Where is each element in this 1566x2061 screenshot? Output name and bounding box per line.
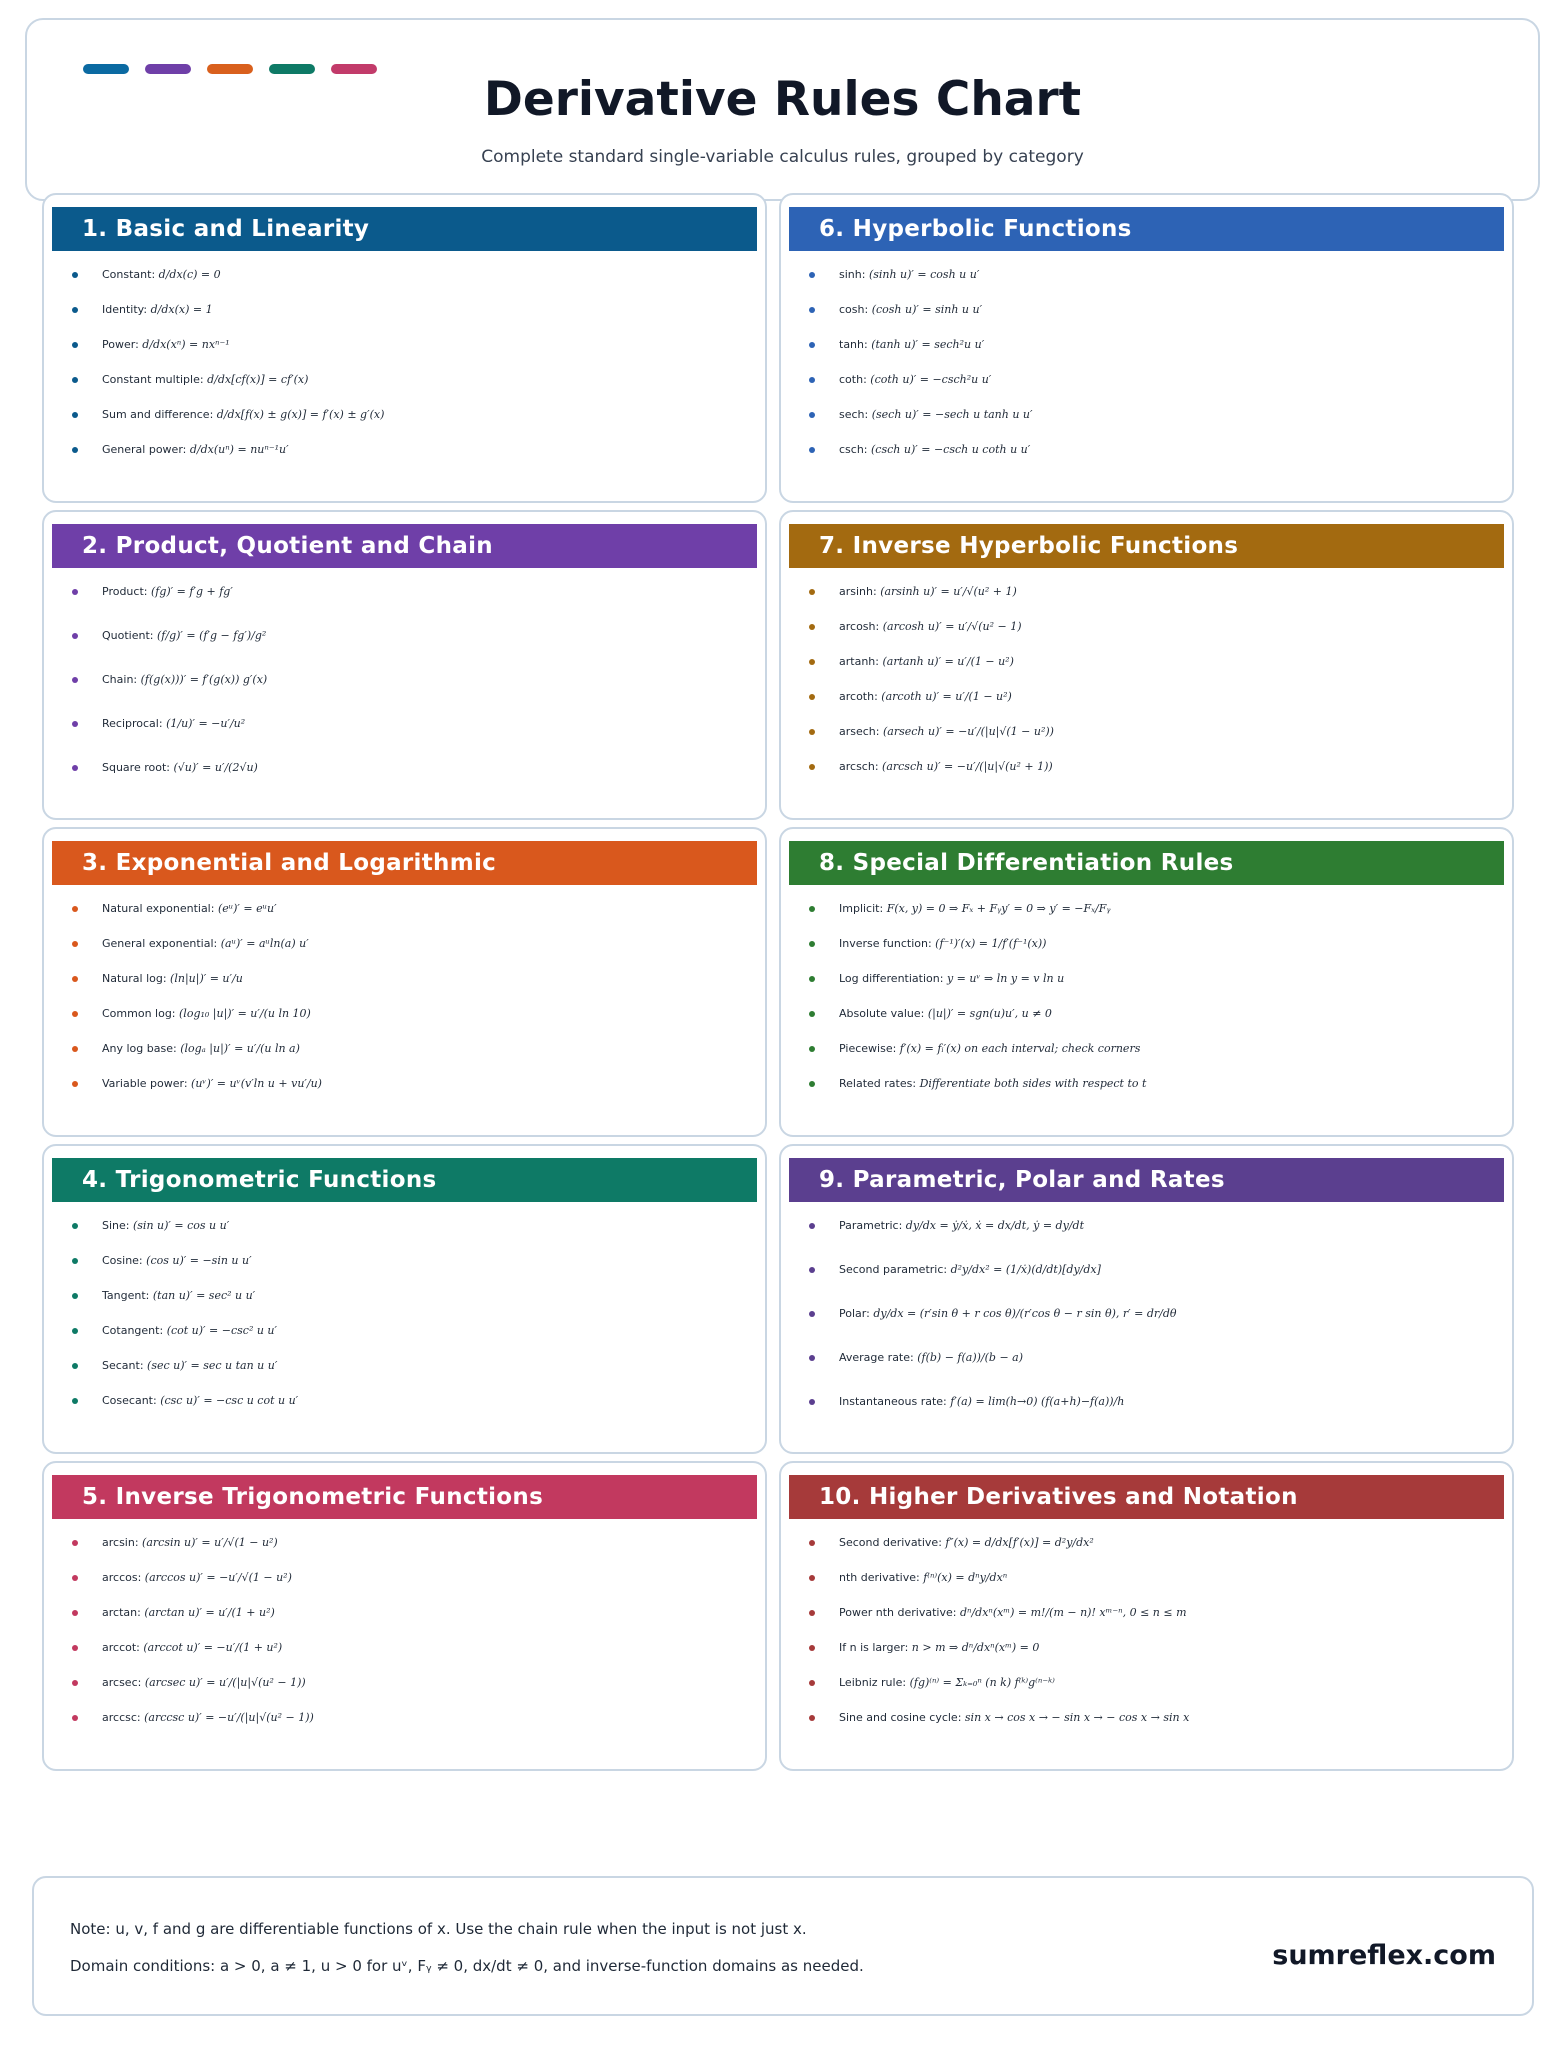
section-title: 4. Trigonometric Functions [52, 1158, 757, 1202]
rule-item [72, 335, 751, 355]
rule-label: If n is larger: [839, 1641, 909, 1654]
bullet-icon [809, 1081, 815, 1087]
bullet-icon [72, 1363, 78, 1369]
rule-formula: n > m ⇒ dⁿ/dxⁿ(xᵐ) = 0 [911, 1641, 1040, 1654]
rule-label: General exponential: [102, 937, 218, 950]
rule-label: Average rate: [839, 1351, 914, 1364]
rule-formula: (arccot u)′ = −u′/(1 + u²) [143, 1641, 283, 1654]
bullet-icon [809, 941, 815, 947]
rule-item [72, 405, 751, 425]
rule-item [809, 440, 1498, 460]
rule-item [72, 1074, 751, 1094]
bullet-icon [72, 633, 78, 639]
rule-label: Chain: [102, 673, 138, 686]
rule-label: Secant: [102, 1359, 144, 1372]
rule-label: Parametric: [839, 1219, 903, 1232]
section-card [779, 1461, 1514, 1771]
bullet-icon [72, 447, 78, 453]
rule-formula: (uᵛ)′ = uᵛ(v′ln u + vu′/u) [191, 1077, 322, 1090]
bullet-icon [809, 1575, 815, 1581]
rule-formula: d/dx(xⁿ) = nxⁿ⁻¹ [142, 338, 230, 351]
rule-item [809, 370, 1498, 390]
rule-formula: (tanh u)′ = sech²u u′ [871, 338, 985, 351]
rule-label: arccos: [102, 1571, 142, 1584]
rule-item [72, 1568, 751, 1588]
rule-formula: (aᵘ)′ = aᵘln(a) u′ [220, 937, 309, 950]
bullet-icon [809, 1715, 815, 1721]
rule-item [72, 1251, 751, 1271]
rule-formula: (cosh u)′ = sinh u u′ [871, 303, 983, 316]
rule-label: arccot: [102, 1641, 140, 1654]
section-title: 1. Basic and Linearity [52, 207, 757, 251]
rule-formula: (cot u)′ = −csc² u u′ [166, 1324, 278, 1337]
rule-item [72, 899, 751, 919]
rule-label: cosh: [839, 303, 869, 316]
rule-item [72, 440, 751, 460]
rule-item [72, 1286, 751, 1306]
rule-formula: (1/u)′ = −u′/u² [166, 717, 246, 730]
bullet-icon [809, 976, 815, 982]
page-subtitle: Complete standard single-variable calculus rules, grouped by category [481, 147, 1084, 167]
rule-formula: (arccsc u)′ = −u′/(|u|√(u² − 1)) [144, 1711, 314, 1724]
bullet-icon [72, 1328, 78, 1334]
rule-item [809, 1039, 1498, 1059]
rule-label: General power: [102, 443, 187, 456]
rule-item [809, 722, 1498, 742]
rule-label: arcsch: [839, 760, 879, 773]
footer-note: Note: u, v, f and g are differentiable functions of x. Use the chain rule when the input is not just x. [70, 1920, 807, 1938]
rule-item [809, 1638, 1498, 1658]
rule-formula: (arsech u)′ = −u′/(|u|√(1 − u²)) [883, 725, 1054, 738]
rule-item [72, 370, 751, 390]
section-card [779, 510, 1514, 820]
section-title: 7. Inverse Hyperbolic Functions [789, 524, 1504, 568]
bullet-icon [72, 272, 78, 278]
section-title: 3. Exponential and Logarithmic [52, 841, 757, 885]
rule-label: sech: [839, 408, 869, 421]
section-card [42, 827, 767, 1137]
rule-item [72, 670, 751, 690]
rule-formula: Differentiate both sides with respect to t [919, 1077, 1147, 1090]
rule-list [72, 1216, 751, 1426]
rule-formula: dⁿ/dxⁿ(xᵐ) = m!/(m − n)! xᵐ⁻ⁿ, 0 ≤ n ≤ m [959, 1606, 1187, 1619]
rule-formula: (cos u)′ = −sin u u′ [146, 1254, 252, 1267]
bullet-icon [72, 1223, 78, 1229]
rule-item [809, 652, 1498, 672]
rule-formula: (sec u)′ = sec u tan u u′ [147, 1359, 278, 1372]
footer-panel [32, 1876, 1534, 2016]
bullet-icon [809, 589, 815, 595]
rule-label: Piecewise: [839, 1042, 897, 1055]
rule-formula: (f/g)′ = (f′g − fg′)/g² [157, 629, 267, 642]
bullet-icon [809, 624, 815, 630]
rule-label: Cosine: [102, 1254, 143, 1267]
rule-formula: (arcsch u)′ = −u′/(|u|√(u² + 1)) [882, 760, 1053, 773]
bullet-icon [72, 677, 78, 683]
header-panel [25, 18, 1540, 201]
rule-list [809, 265, 1498, 475]
rule-label: arctan: [102, 1606, 141, 1619]
section-title: 5. Inverse Trigonometric Functions [52, 1475, 757, 1519]
section-card [42, 193, 767, 503]
bullet-icon [72, 1540, 78, 1546]
bullet-icon [72, 1575, 78, 1581]
bullet-icon [809, 659, 815, 665]
rule-formula: y = uᵛ ⇒ ln y = v ln u [946, 972, 1065, 985]
bullet-icon [809, 272, 815, 278]
bullet-icon [809, 1011, 815, 1017]
rule-formula: (f(g(x)))′ = f′(g(x)) g′(x) [140, 673, 268, 686]
rule-item [809, 1074, 1498, 1094]
rule-label: Related rates: [839, 1077, 917, 1090]
bullet-icon [72, 1293, 78, 1299]
rule-formula: (artanh u)′ = u′/(1 − u²) [882, 655, 1014, 668]
bullet-icon [809, 1610, 815, 1616]
bullet-icon [72, 1258, 78, 1264]
bullet-icon [809, 1223, 815, 1229]
rule-formula: (arccos u)′ = −u′/√(1 − u²) [144, 1571, 292, 1584]
rule-formula: dy/dx = ẏ/ẋ, ẋ = dx/dt, ẏ = dy/dt [905, 1219, 1084, 1232]
rule-label: Leibniz rule: [839, 1676, 907, 1689]
bullet-icon [809, 1399, 815, 1405]
section-title: 6. Hyperbolic Functions [789, 207, 1504, 251]
rule-item [809, 300, 1498, 320]
rule-item [72, 758, 751, 778]
bullet-icon [72, 1398, 78, 1404]
rule-label: arcosh: [839, 620, 880, 633]
rule-label: nth derivative: [839, 1571, 920, 1584]
rule-formula: (|u|)′ = sgn(u)u′, u ≠ 0 [927, 1007, 1052, 1020]
rule-formula: (fg)′ = f′g + fg′ [150, 585, 233, 598]
rule-item [809, 1348, 1498, 1368]
bullet-icon [72, 412, 78, 418]
bullet-icon [72, 976, 78, 982]
rule-label: Sine and cosine cycle: [839, 1711, 962, 1724]
rule-formula: f″(x) = d/dx[f′(x)] = d²y/dx² [945, 1536, 1094, 1549]
rule-list [809, 1533, 1498, 1743]
rule-label: Reciprocal: [102, 717, 163, 730]
rule-formula: d/dx(c) = 0 [158, 268, 221, 281]
rule-label: Tangent: [102, 1289, 150, 1302]
rule-formula: (tan u)′ = sec² u u′ [152, 1289, 256, 1302]
bullet-icon [72, 721, 78, 727]
bullet-icon [72, 1046, 78, 1052]
rule-item [809, 582, 1498, 602]
rule-label: Second derivative: [839, 1536, 942, 1549]
rule-item [809, 1004, 1498, 1024]
rule-formula: F(x, y) = 0 ⇒ Fₓ + Fᵧy′ = 0 ⇒ y′ = −Fₓ/Fᵧ [886, 902, 1111, 915]
bullet-icon [72, 589, 78, 595]
bullet-icon [72, 1715, 78, 1721]
rule-label: Common log: [102, 1007, 176, 1020]
rule-item [72, 300, 751, 320]
section-card [42, 1461, 767, 1771]
rule-label: csch: [839, 443, 868, 456]
bullet-icon [809, 764, 815, 770]
rule-label: Quotient: [102, 629, 154, 642]
rule-formula: (ln|u|)′ = u′/u [170, 972, 243, 985]
rule-label: arcoth: [839, 690, 878, 703]
rule-formula: d/dx[f(x) ± g(x)] = f′(x) ± g′(x) [216, 408, 385, 421]
section-card [779, 193, 1514, 503]
rule-item [72, 934, 751, 954]
rule-formula: (coth u)′ = −csch²u u′ [870, 373, 992, 386]
rule-label: arsinh: [839, 585, 877, 598]
rule-item [72, 626, 751, 646]
rule-formula: (sinh u)′ = cosh u u′ [868, 268, 980, 281]
rule-list [72, 1533, 751, 1743]
rule-formula: (f(b) − f(a))/(b − a) [917, 1351, 1024, 1364]
bullet-icon [809, 694, 815, 700]
rule-list [72, 582, 751, 802]
bullet-icon [809, 1046, 815, 1052]
rule-label: Identity: [102, 303, 148, 316]
bullet-icon [72, 1011, 78, 1017]
rule-formula: f′(x) = fᵢ′(x) on each interval; check corners [899, 1042, 1141, 1055]
rule-item [809, 934, 1498, 954]
rule-item [72, 582, 751, 602]
bullet-icon [809, 307, 815, 313]
bullet-icon [809, 729, 815, 735]
rule-label: arcsin: [102, 1536, 139, 1549]
rule-label: Variable power: [102, 1077, 188, 1090]
rule-label: arccsc: [102, 1711, 141, 1724]
rule-label: Implicit: [839, 902, 884, 915]
rule-label: coth: [839, 373, 867, 386]
rule-item [809, 1260, 1498, 1280]
rule-label: artanh: [839, 655, 879, 668]
bullet-icon [809, 1355, 815, 1361]
rule-formula: (arcsin u)′ = u′/√(1 − u²) [142, 1536, 278, 1549]
rule-label: Product: [102, 585, 148, 598]
section-card [42, 510, 767, 820]
section-card [42, 1144, 767, 1454]
rule-label: Polar: [839, 1307, 870, 1320]
rule-item [809, 1603, 1498, 1623]
sections-grid [42, 193, 1525, 1774]
bullet-icon [72, 377, 78, 383]
rule-label: arsech: [839, 725, 880, 738]
rule-item [72, 1039, 751, 1059]
rule-item [809, 1533, 1498, 1553]
rule-formula: (csch u)′ = −csch u coth u u′ [871, 443, 1031, 456]
rule-label: Power nth derivative: [839, 1606, 957, 1619]
rule-label: Sum and difference: [102, 408, 214, 421]
rule-item [72, 1603, 751, 1623]
rule-formula: sin x → cos x → − sin x → − cos x → sin x [964, 1711, 1190, 1724]
rule-label: Cosecant: [102, 1394, 157, 1407]
rule-item [809, 969, 1498, 989]
bullet-icon [809, 1680, 815, 1686]
rule-item [72, 1391, 751, 1411]
rule-label: Instantaneous rate: [839, 1395, 947, 1408]
bullet-icon [72, 307, 78, 313]
bullet-icon [809, 1267, 815, 1273]
bullet-icon [809, 412, 815, 418]
rule-label: Power: [102, 338, 139, 351]
section-title: 2. Product, Quotient and Chain [52, 524, 757, 568]
rule-label: tanh: [839, 338, 868, 351]
rule-item [809, 1708, 1498, 1728]
rule-formula: d²y/dx² = (1/ẋ)(d/dt)[dy/dx] [950, 1263, 1101, 1276]
page-title: Derivative Rules Chart [483, 72, 1082, 127]
rule-formula: (sech u)′ = −sech u tanh u u′ [871, 408, 1033, 421]
rule-item [809, 1216, 1498, 1236]
rule-formula: (f⁻¹)′(x) = 1/f′(f⁻¹(x)) [935, 937, 1047, 950]
rule-item [809, 405, 1498, 425]
rule-item [809, 899, 1498, 919]
rule-label: arcsec: [102, 1676, 142, 1689]
rule-formula: dy/dx = (r′sin θ + r cos θ)/(r′cos θ − r sin θ), r′ = dr/dθ [873, 1307, 1177, 1320]
rule-formula: (arctan u)′ = u′/(1 + u²) [144, 1606, 275, 1619]
rule-item [809, 265, 1498, 285]
rule-formula: (eᵘ)′ = eᵘu′ [217, 902, 277, 915]
brand-logo-text: sumreflex.com [1272, 1940, 1496, 1971]
rule-formula: f′(a) = lim(h→0) (f(a+h)−f(a))/h [950, 1395, 1125, 1408]
rule-formula: (√u)′ = u′/(2√u) [173, 761, 258, 774]
bullet-icon [72, 906, 78, 912]
rule-formula: d/dx(x) = 1 [150, 303, 213, 316]
rule-label: Cotangent: [102, 1324, 164, 1337]
bullet-icon [72, 1645, 78, 1651]
rule-item [72, 1004, 751, 1024]
rule-list [809, 899, 1498, 1109]
rule-item [72, 1638, 751, 1658]
rule-formula: f⁽ⁿ⁾(x) = dⁿy/dxⁿ [923, 1571, 1008, 1584]
rule-formula: (fg)⁽ⁿ⁾ = Σₖ₌₀ⁿ (n k) f⁽ᵏ⁾g⁽ⁿ⁻ᵏ⁾ [909, 1676, 1055, 1689]
rule-formula: (logₐ |u|)′ = u′/(u ln a) [180, 1042, 300, 1055]
bullet-icon [72, 1610, 78, 1616]
rule-formula: (log₁₀ |u|)′ = u′/(u ln 10) [179, 1007, 311, 1020]
rule-item [72, 969, 751, 989]
rule-label: Any log base: [102, 1042, 177, 1055]
rule-item [72, 1708, 751, 1728]
rule-label: sinh: [839, 268, 866, 281]
bullet-icon [809, 1311, 815, 1317]
rule-item [809, 335, 1498, 355]
rule-item [72, 1673, 751, 1693]
rule-list [809, 1216, 1498, 1436]
rule-list [809, 582, 1498, 792]
rule-item [809, 687, 1498, 707]
rule-item [72, 1321, 751, 1341]
bullet-icon [809, 906, 815, 912]
bullet-icon [809, 447, 815, 453]
rule-label: Constant: [102, 268, 156, 281]
rule-item [72, 1533, 751, 1553]
rule-formula: (arcosh u)′ = u′/√(u² − 1) [882, 620, 1022, 633]
rule-formula: (arcsec u)′ = u′/(|u|√(u² − 1)) [144, 1676, 306, 1689]
rule-item [72, 1356, 751, 1376]
rule-label: Second parametric: [839, 1263, 948, 1276]
bullet-icon [72, 1081, 78, 1087]
section-title: 9. Parametric, Polar and Rates [789, 1158, 1504, 1202]
rule-label: Log differentiation: [839, 972, 944, 985]
section-title: 8. Special Differentiation Rules [789, 841, 1504, 885]
bullet-icon [809, 342, 815, 348]
rule-formula: (arcoth u)′ = u′/(1 − u²) [881, 690, 1012, 703]
rule-formula: (sin u)′ = cos u u′ [132, 1219, 230, 1232]
section-card [779, 827, 1514, 1137]
bullet-icon [72, 941, 78, 947]
bullet-icon [72, 342, 78, 348]
rule-label: Sine: [102, 1219, 130, 1232]
rule-item [809, 1304, 1498, 1324]
bullet-icon [72, 765, 78, 771]
bullet-icon [809, 1645, 815, 1651]
footer-domain-note: Domain conditions: a > 0, a ≠ 1, u > 0 for uᵛ, Fᵧ ≠ 0, dx/dt ≠ 0, and inverse-function domains as needed. [70, 1957, 864, 1975]
bullet-icon [809, 377, 815, 383]
rule-item [809, 1673, 1498, 1693]
rule-formula: (arsinh u)′ = u′/√(u² + 1) [880, 585, 1017, 598]
rule-item [809, 1392, 1498, 1412]
rule-label: Absolute value: [839, 1007, 925, 1020]
rule-item [809, 1568, 1498, 1588]
rule-item [809, 617, 1498, 637]
bullet-icon [809, 1540, 815, 1546]
rule-label: Natural exponential: [102, 902, 215, 915]
rule-item [72, 1216, 751, 1236]
rule-label: Constant multiple: [102, 373, 204, 386]
section-card [779, 1144, 1514, 1454]
rule-formula: d/dx[cf(x)] = cf′(x) [207, 373, 309, 386]
rule-label: Inverse function: [839, 937, 932, 950]
rule-formula: (csc u)′ = −csc u cot u u′ [160, 1394, 299, 1407]
rule-list [72, 899, 751, 1109]
rule-label: Square root: [102, 761, 170, 774]
rule-item [72, 265, 751, 285]
rule-list [72, 265, 751, 475]
rule-item [72, 714, 751, 734]
rule-item [809, 757, 1498, 777]
section-title: 10. Higher Derivatives and Notation [789, 1475, 1504, 1519]
rule-label: Natural log: [102, 972, 167, 985]
rule-formula: d/dx(uⁿ) = nuⁿ⁻¹u′ [189, 443, 289, 456]
bullet-icon [72, 1680, 78, 1686]
